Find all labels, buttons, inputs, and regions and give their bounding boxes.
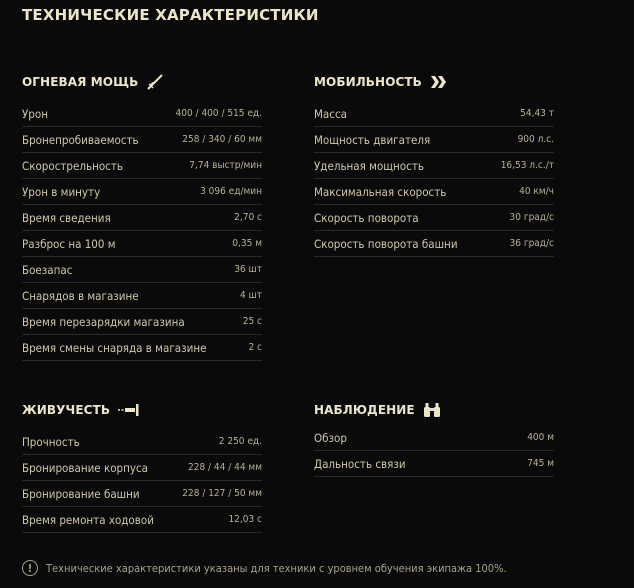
- stat-row-dispersion: [22, 231, 262, 257]
- stat-label: Время смены снаряда в магазине: [22, 340, 207, 355]
- stat-value: 4 шт: [239, 290, 262, 301]
- stat-row-dpm: [22, 179, 262, 205]
- binoculars-icon: [423, 402, 441, 418]
- stat-value: 2 250 ед.: [218, 436, 262, 447]
- spotting-header: [314, 399, 554, 421]
- spotting-rows: [314, 425, 554, 477]
- stat-row-magazine-reload: [22, 309, 262, 335]
- stat-row-power-to-weight: [314, 153, 554, 179]
- stat-label: Бронирование корпуса: [22, 460, 149, 475]
- stat-row-top-speed: [314, 179, 554, 205]
- stat-row-penetration: [22, 127, 262, 153]
- stat-label: Снарядов в магазине: [22, 288, 139, 303]
- stat-row-rate-of-fire: [22, 153, 262, 179]
- stat-label: Бронепробиваемость: [22, 132, 139, 147]
- stat-value: 3 096 ед/мин: [200, 186, 262, 197]
- stat-value: 228 / 127 / 50 мм: [182, 488, 262, 499]
- stat-row-traverse-speed: [314, 205, 554, 231]
- stat-label: Время сведения: [22, 210, 111, 225]
- stat-value: 16,53 л.с./т: [500, 160, 554, 171]
- gun-icon: [146, 73, 164, 91]
- stat-value: 228 / 44 / 44 мм: [188, 462, 262, 473]
- stat-label: Разброс на 100 м: [22, 236, 116, 251]
- stat-label: Урон в минуту: [22, 184, 101, 199]
- stat-label: Бронирование башни: [22, 486, 140, 501]
- spotting-title: НАБЛЮДЕНИЕ: [314, 403, 415, 417]
- stat-row-engine-power: [314, 127, 554, 153]
- stat-label: Время перезарядки магазина: [22, 314, 185, 329]
- firepower-rows: [22, 101, 262, 361]
- stat-row-turret-armor: [22, 481, 262, 507]
- survivability-title: ЖИВУЧЕСТЬ: [22, 403, 111, 417]
- stat-row-signal-range: [314, 451, 554, 477]
- firepower-title: ОГНЕВАЯ МОЩЬ: [22, 75, 139, 89]
- stat-row-intraclip: [22, 335, 262, 361]
- stat-value: 54,43 т: [520, 108, 554, 119]
- stat-value: 0,35 м: [232, 238, 262, 249]
- stat-value: 40 км/ч: [519, 186, 554, 197]
- stat-value: 7,74 выстр/мин: [189, 160, 262, 171]
- stat-value: 2,70 с: [234, 212, 262, 223]
- stat-row-track-repair: [22, 507, 262, 533]
- mobility-title: МОБИЛЬНОСТЬ: [314, 75, 422, 89]
- stat-label: Удельная мощность: [314, 158, 424, 173]
- stat-label: Обзор: [314, 430, 347, 445]
- stat-value: 30 град/с: [509, 212, 554, 223]
- stat-label: Урон: [22, 106, 48, 121]
- firepower-section: [22, 71, 262, 361]
- stat-value: 258 / 340 / 60 мм: [182, 134, 262, 145]
- stat-label: Максимальная скорость: [314, 184, 447, 199]
- stat-value: 25 с: [242, 316, 262, 327]
- stat-label: Прочность: [22, 434, 80, 449]
- info-icon: !: [22, 560, 38, 576]
- stat-label: Скорость поворота башни: [314, 236, 458, 251]
- stat-label: Дальность связи: [314, 456, 406, 471]
- stat-row-turret-traverse: [314, 231, 554, 257]
- stat-row-hit-points: [22, 429, 262, 455]
- stat-label: Скорострельность: [22, 158, 123, 173]
- stat-label: Мощность двигателя: [314, 132, 431, 147]
- stat-label: Боезапас: [22, 262, 73, 277]
- plus-icon: [118, 402, 140, 418]
- stat-value: 400 м: [527, 432, 554, 443]
- stat-value: 745 м: [527, 458, 554, 469]
- firepower-header: [22, 71, 262, 93]
- stat-row-magazine-size: [22, 283, 262, 309]
- stat-row-weight: [314, 101, 554, 127]
- stat-label: Время ремонта ходовой: [22, 512, 154, 527]
- stat-value: 12,03 с: [228, 514, 262, 525]
- stat-label: Скорость поворота: [314, 210, 419, 225]
- stat-value: 36 шт: [234, 264, 262, 275]
- stat-row-view-range: [314, 425, 554, 451]
- footnote-text: Технические характеристики указаны для техники с уровнем обучения экипажа 100%.: [46, 561, 507, 575]
- stat-row-ammo: [22, 257, 262, 283]
- footnote: [22, 560, 507, 576]
- page-title: ТЕХНИЧЕСКИЕ ХАРАКТЕРИСТИКИ: [22, 6, 319, 24]
- stat-row-hull-armor: [22, 455, 262, 481]
- survivability-rows: [22, 429, 262, 533]
- stat-value: 36 град/с: [509, 238, 554, 249]
- stat-value: 2 с: [248, 342, 262, 353]
- mobility-rows: [314, 101, 554, 257]
- stat-row-damage: [22, 101, 262, 127]
- survivability-header: [22, 399, 262, 421]
- survivability-section: [22, 399, 262, 533]
- spotting-section: [314, 399, 554, 477]
- stat-value: 900 л.с.: [517, 134, 554, 145]
- mobility-section: [314, 71, 554, 257]
- stat-row-aim-time: [22, 205, 262, 231]
- mobility-header: [314, 71, 554, 93]
- double-chevron-icon: [430, 75, 448, 89]
- stat-label: Масса: [314, 106, 347, 121]
- stat-value: 400 / 400 / 515 ед.: [175, 108, 262, 119]
